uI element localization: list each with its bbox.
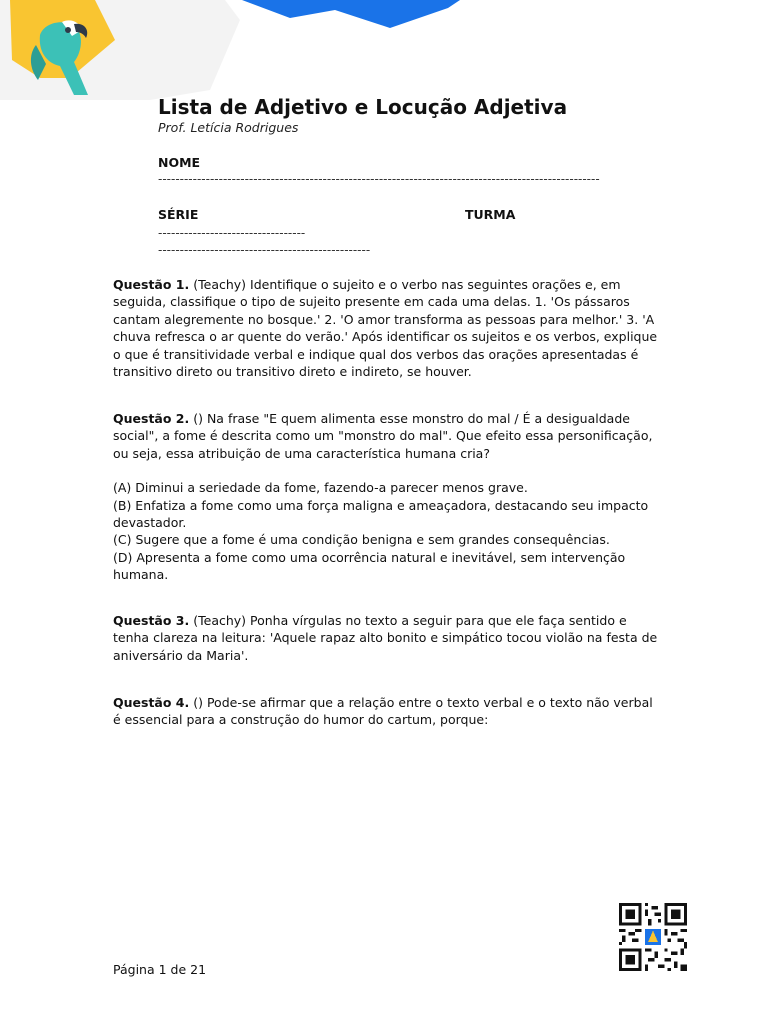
author-name: Prof. Letícia Rodrigues — [158, 120, 299, 135]
header-banner — [0, 0, 768, 100]
page-number: Página 1 de 21 — [113, 962, 207, 977]
question-text: (Teachy) Ponha vírgulas no texto a seguir para que ele faça sentido e tenha clareza na leitura: 'Aquele rapaz alto bonito e simpático tocou violão na festa de aniversário da Maria'. — [113, 613, 658, 663]
question-3 — [113, 612, 658, 664]
question-text: () Pode-se afirmar que a relação entre o texto verbal e o texto não verbal é essencial para a construção do humor do cartum, porque: — [113, 695, 653, 728]
question-4 — [113, 694, 658, 729]
document-header — [158, 94, 658, 136]
serie-line: ---------------------------------- — [158, 226, 306, 240]
option-a: (A) Diminui a seriedade da fome, fazendo-a parecer menos grave. — [113, 480, 528, 496]
nome-label: NOME — [158, 155, 201, 170]
qr-code-icon — [619, 903, 687, 971]
question-text: () Na frase "E quem alimenta esse monstro do mal / É a desigualdade social", a fome é descrita como um "monstro do mal". Que efeito essa personificação, ou seja, essa atribuição de uma característica humana cria? — [113, 411, 653, 461]
serie-label: SÉRIE — [158, 207, 199, 222]
question-label: Questão 3. — [113, 613, 190, 628]
answer-options — [113, 479, 658, 583]
question-2 — [113, 410, 658, 584]
question-1 — [113, 276, 658, 380]
banner-blue-shape — [242, 0, 460, 28]
turma-label: TURMA — [465, 207, 516, 222]
nome-field — [158, 155, 655, 187]
question-label: Questão 1. — [113, 277, 190, 292]
option-d: (D) Apresenta a fome como uma ocorrência natural e inevitável, sem intervenção humana. — [113, 549, 626, 583]
document-title: Lista de Adjetivo e Locução Adjetiva — [158, 95, 568, 119]
question-text: (Teachy) Identifique o sujeito e o verbo nas seguintes orações e, em seguida, classifique o tipo de sujeito presente em cada uma delas. 1. 'Os pássaros cantam alegremente no bosque.' 2. 'O amor transforma as pessoas para melhor.' 3. 'A chuva refresca o ar quente do verão.' Após identificar os sujeitos e os verbos, explique o que é transitividade verbal e indique qual dos verbos das orações apresentadas é transitivo direto ou transitivo direto e indireto, se houver. — [113, 277, 658, 380]
question-label: Questão 4. — [113, 695, 190, 710]
option-b: (B) Enfatiza a fome como uma força maligna e ameaçadora, destacando seu impacto devastador. — [113, 497, 649, 531]
turma-line: ------------------------------------------------- — [158, 243, 371, 257]
option-c: (C) Sugere que a fome é uma condição benigna e sem grandes consequências. — [113, 532, 610, 548]
nome-line: ------------------------------------------------------------------------------------------------------ — [158, 172, 600, 186]
question-label: Questão 2. — [113, 411, 190, 426]
